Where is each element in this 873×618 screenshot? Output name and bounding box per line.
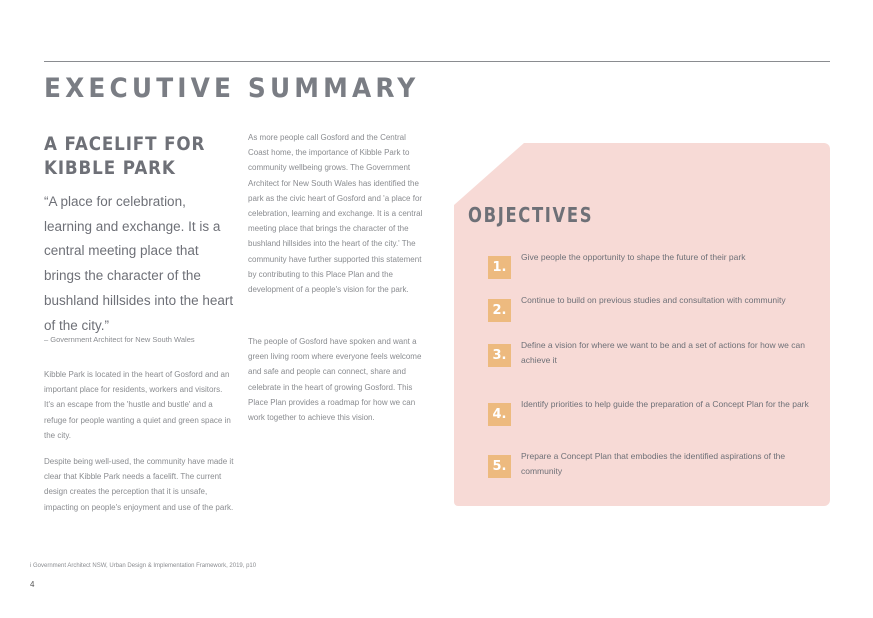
objective-text: Prepare a Concept Plan that embodies the identified aspirations of the community [521,451,786,476]
objective-text: Continue to build on previous studies and consultation with community [521,295,786,305]
header-rule [44,61,830,62]
pull-quote: “A place for celebration, learning and exchange. It is a central meeting place that brings the character of the bushland hillsides into the heart of the city.” [44,194,234,333]
objectives-title: OBJECTIVES [468,203,594,227]
objective-item [488,295,828,339]
column2-paragraph-1: As more people call Gosford and the Central Coast home, the importance of Kibble Park to community wellbeing grows. The Government Architect for New South Wales has identified the park as the civic heart of Gosford and 'a place for celebration, learning and exchange. It is a central meeting place that brings the character of the bushland hillsides into the heart of the city.' The community have further supported this statement by contributing to this Place Plan and the development of a people's vision for the park. [248,133,423,295]
objective-item [488,451,828,495]
objective-text: Identify priorities to help guide the preparation of a Concept Plan for the park [521,399,809,409]
objective-number-badge: 1. [488,256,511,279]
section-heading-line-1: A FACELIFT FOR [44,133,206,155]
objective-item [488,399,828,443]
column2-paragraph-2: The people of Gosford have spoken and want a green living room where everyone feels welcome and safe and people can connect, share and celebrate in the heart of growing Gosford. This Place Plan provides a roadmap for how we can work together to achieve this vision. [248,337,422,423]
intro-paragraph-2: Despite being well-used, the community have made it clear that Kibble Park needs a facelift. The current design creates the perception that it is unsafe, impacting on people's enjoyment and use of the park. [44,457,234,512]
objective-item [488,340,828,384]
objective-number-badge: 2. [488,299,511,322]
objective-text: Give people the opportunity to shape the future of their park [521,252,746,262]
objective-item [488,252,828,296]
objective-number-badge: 3. [488,344,511,367]
quote-attribution: – Government Architect for New South Wales [44,335,195,344]
section-heading [44,132,220,180]
objective-number-badge: 4. [488,403,511,426]
objective-text: Define a vision for where we want to be and a set of actions for how we can achieve it [521,340,805,365]
intro-paragraph-1: Kibble Park is located in the heart of Gosford and an important place for residents, workers and visitors. It's an escape from the 'hustle and bustle' and a refuge for people wanting a quiet and green space in the city. [44,370,231,440]
objective-number-badge: 5. [488,455,511,478]
section-heading-line-2: KIBBLE PARK [44,157,176,179]
footnote: i Government Architect NSW, Urban Design & Implementation Framework, 2019, p10 [30,563,257,569]
page-title: EXECUTIVE SUMMARY [44,73,420,104]
page-number: 4 [30,580,35,589]
